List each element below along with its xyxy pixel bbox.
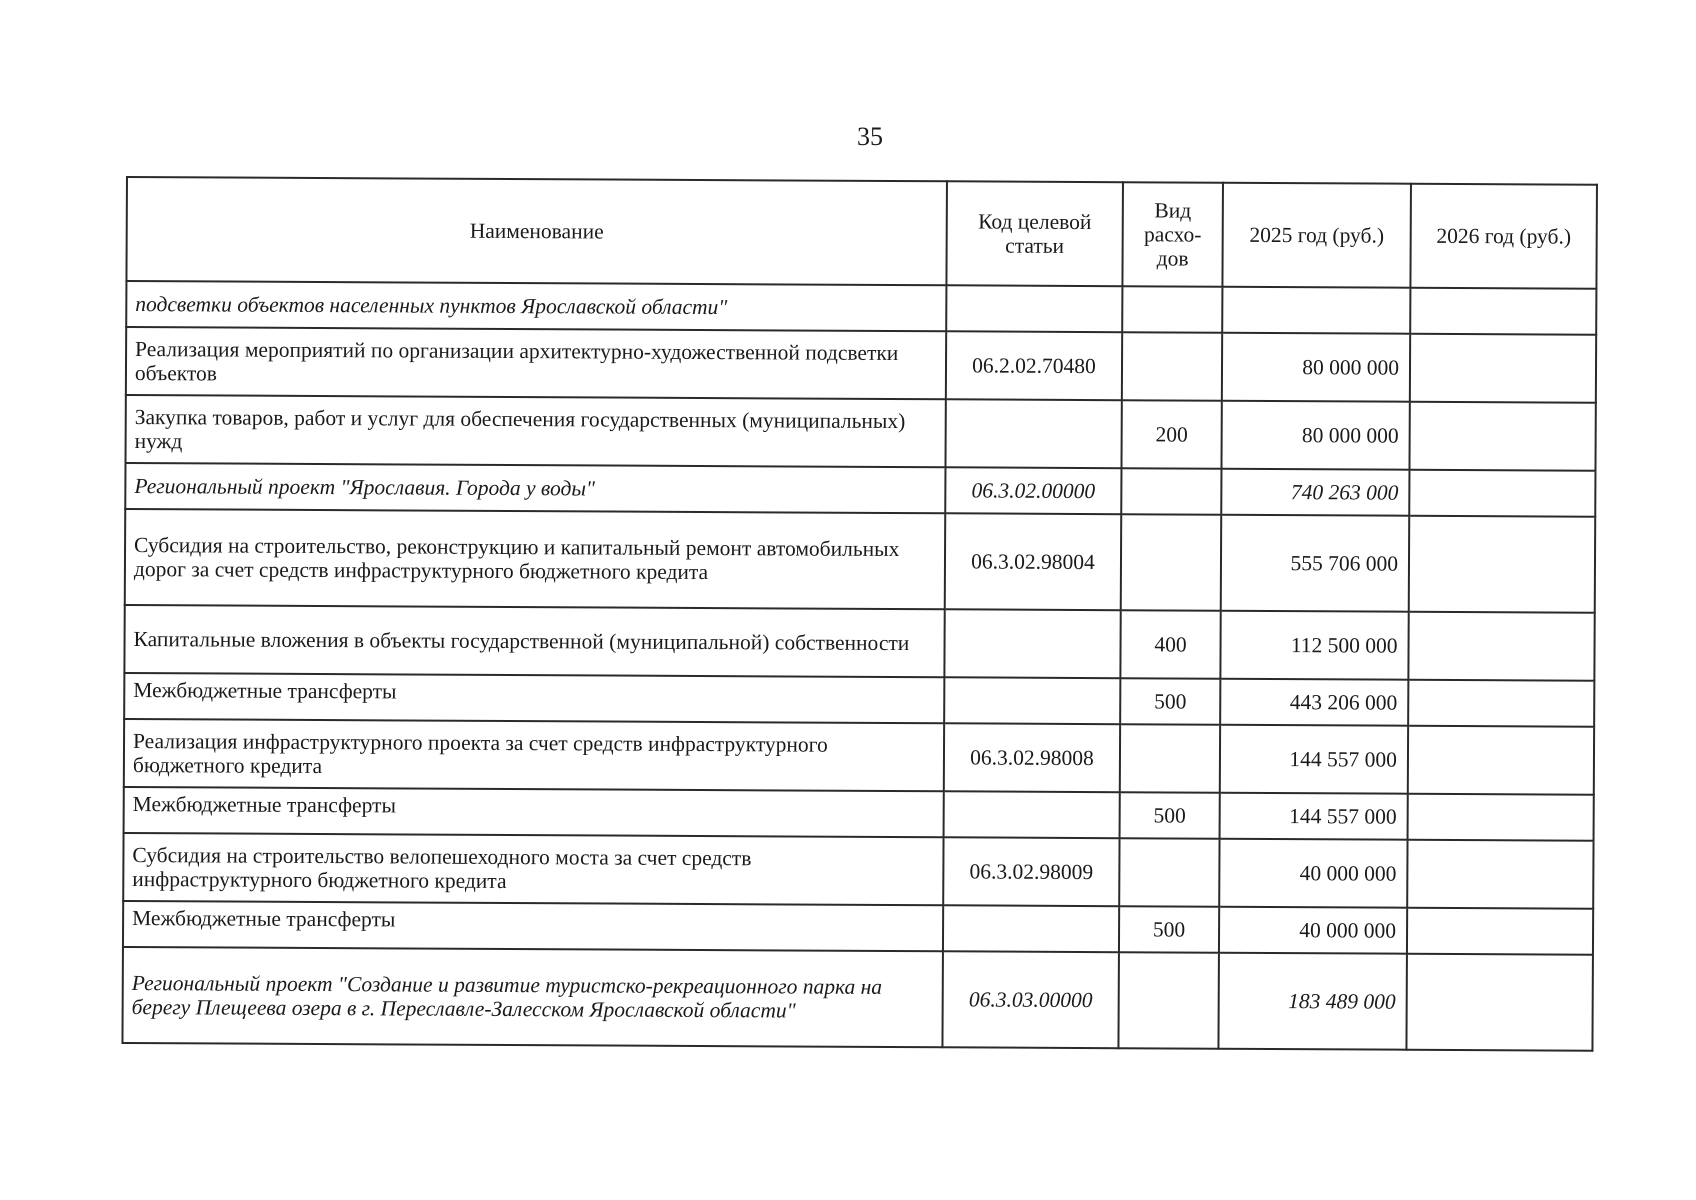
table-header-row <box>126 177 1597 289</box>
table-row <box>124 787 1594 841</box>
table-row <box>124 673 1594 727</box>
row-2025: 112 500 000 <box>1220 611 1408 680</box>
row-2026 <box>1410 334 1596 403</box>
row-code <box>944 791 1120 838</box>
row-2025: 740 263 000 <box>1221 469 1409 516</box>
row-name: Региональный проект "Ярославия. Города у воды" <box>125 463 945 513</box>
row-2025: 80 000 000 <box>1221 401 1409 470</box>
row-2026 <box>1407 908 1593 955</box>
row-kind: 500 <box>1120 678 1220 725</box>
row-kind: 200 <box>1121 400 1221 469</box>
row-kind <box>1118 952 1219 1049</box>
row-2025: 80 000 000 <box>1222 333 1410 402</box>
row-kind: 500 <box>1119 906 1219 953</box>
row-2025 <box>1222 287 1410 334</box>
row-2026 <box>1408 726 1594 795</box>
row-2026 <box>1410 288 1596 335</box>
row-kind: 500 <box>1120 792 1220 839</box>
header-name: Наименование <box>126 177 947 285</box>
row-2025: 443 206 000 <box>1220 679 1408 726</box>
row-code: 06.3.02.00000 <box>945 467 1121 514</box>
row-name: Реализация мероприятий по организации архитектурно-художественной подсветки объектов <box>126 327 946 399</box>
row-2026 <box>1408 680 1594 727</box>
row-kind: 400 <box>1120 610 1220 679</box>
row-name: Межбюджетные трансферты <box>124 673 944 723</box>
row-name: подсветки объектов населенных пунктов Ярославской области" <box>126 281 946 331</box>
row-name: Закупка товаров, работ и услуг для обеспечения государственных (муниципальных) нужд <box>125 395 945 467</box>
row-2025: 183 489 000 <box>1218 953 1407 1050</box>
row-2026 <box>1409 470 1595 517</box>
row-name: Региональный проект "Создание и развитие туристско-рекреационного парка на берегу Плещеева озера в г. Переславле-Залесском Ярославской области" <box>122 947 942 1047</box>
row-code <box>944 609 1120 678</box>
table-row <box>126 327 1596 403</box>
row-code: 06.3.02.98004 <box>945 513 1122 610</box>
row-2026 <box>1409 516 1596 613</box>
table-row <box>125 463 1595 517</box>
row-name: Субсидия на строительство велопешеходного моста за счет средств инфраструктурного бюджетного кредита <box>123 833 943 905</box>
table-row <box>123 833 1593 909</box>
row-2026 <box>1406 954 1593 1051</box>
row-2026 <box>1408 612 1594 681</box>
row-name: Реализация инфраструктурного проекта за счет средств инфраструктурного бюджетного кредита <box>124 719 944 791</box>
table-row <box>126 281 1596 335</box>
row-2026 <box>1408 794 1594 841</box>
row-kind <box>1122 332 1222 401</box>
table-row <box>124 605 1594 681</box>
row-kind <box>1122 286 1222 333</box>
header-code: Код целевой статьи <box>946 181 1123 286</box>
row-name: Межбюджетные трансферты <box>124 787 944 837</box>
row-code: 06.3.02.98009 <box>943 837 1119 906</box>
row-name: Межбюджетные трансферты <box>123 901 943 951</box>
table-row <box>125 395 1595 471</box>
table-row <box>123 901 1593 955</box>
row-kind <box>1121 514 1222 611</box>
row-kind <box>1119 838 1219 907</box>
row-2025: 144 557 000 <box>1220 793 1408 840</box>
row-name: Капитальные вложения в объекты государственной (муниципальной) собственности <box>124 605 944 677</box>
row-2025: 555 706 000 <box>1221 515 1410 612</box>
row-code: 06.2.02.70480 <box>946 331 1122 400</box>
row-code <box>945 399 1121 468</box>
row-code: 06.3.03.00000 <box>942 951 1119 1048</box>
header-kind: Вид расхо-дов <box>1122 182 1223 287</box>
row-name: Субсидия на строительство, реконструкцию и капитальный ремонт автомобильных дорог за счет средств инфраструктурного бюджетного кредита <box>125 509 945 609</box>
table-row <box>125 509 1595 613</box>
row-2025: 40 000 000 <box>1219 839 1407 908</box>
row-code: 06.3.02.98008 <box>944 723 1120 792</box>
row-2026 <box>1409 402 1595 471</box>
page-number: 35 <box>857 122 883 151</box>
table-row <box>122 947 1592 1051</box>
row-2025: 144 557 000 <box>1220 725 1408 794</box>
table-row <box>124 719 1594 795</box>
row-kind <box>1120 724 1220 793</box>
row-code <box>946 285 1122 332</box>
row-kind <box>1121 468 1221 515</box>
row-2026 <box>1407 840 1593 909</box>
row-code <box>944 677 1120 724</box>
row-code <box>943 905 1119 952</box>
header-2025: 2025 год (руб.) <box>1222 183 1411 288</box>
row-2025: 40 000 000 <box>1219 907 1407 954</box>
header-2026: 2026 год (руб.) <box>1410 184 1597 289</box>
budget-table <box>121 176 1598 1052</box>
